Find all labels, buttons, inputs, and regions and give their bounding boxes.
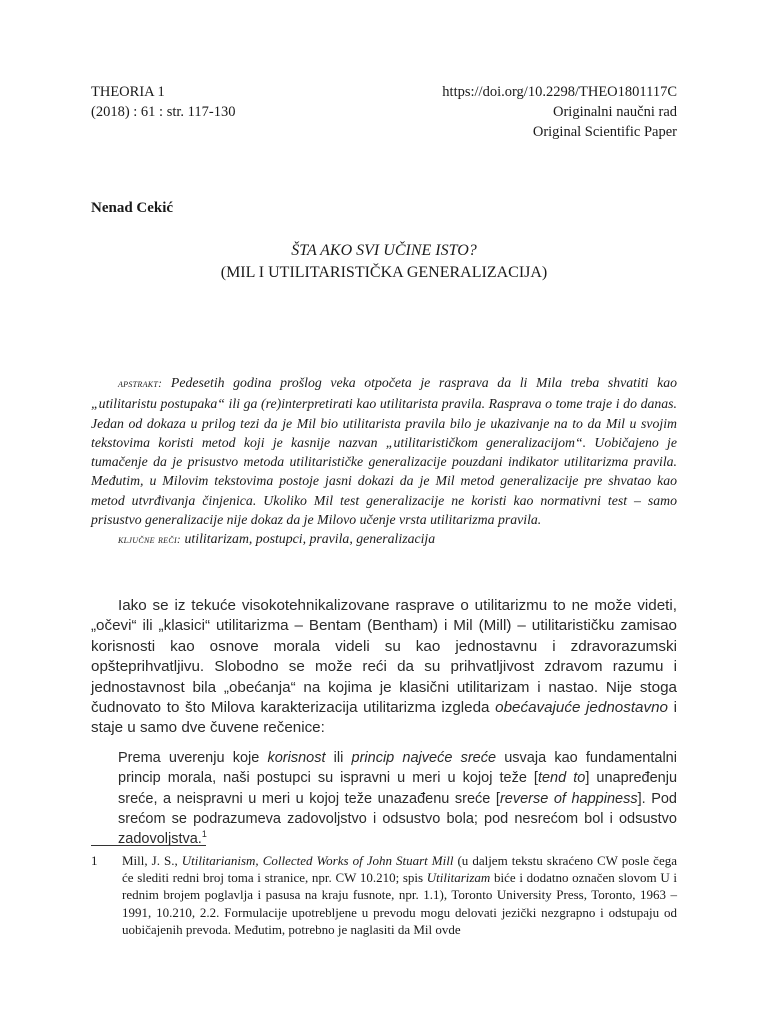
paragraph-1-part-a: Iako se iz tekuće visokotehnikalizovane rasprave o utilitarizmu to ne može videti, „očevi“ ili „klasici“ utilitarizma – Bentam (Bentham) i Mil (Mill) – utilitarističku zamisao korisnosti kao osnove morala videli su kao jednostavnu i zdravorazumski opšteprihvatljivu. Slobodno se može reći da su prihvatljivost zdravom razumu i jednostavnost bila „obećanja“ na kojima je klasični utilitarizam i nastao. Nije stoga čudnovato to što Milova karakterizacija utilitarizma izgleda	[91, 597, 677, 717]
footnote-divider	[91, 845, 206, 846]
footnote-em-1: Utilitarianism, Collected Works of John Stuart Mill	[181, 853, 454, 868]
footnote-ref[interactable]: 1	[201, 829, 207, 840]
doi-header	[442, 82, 677, 142]
quote-part-b: ili	[325, 750, 352, 766]
quote-part-c: usvaja kao fundamentalni princip morala, naši postupci su ispravni u meri u kojoj teže [	[118, 750, 677, 787]
author-name: Nenad Cekić	[91, 200, 174, 216]
quote-em-3: tend to	[537, 770, 586, 787]
quote-part-a: Prema uverenju koje	[118, 750, 268, 766]
journal-name: THEORIA 1	[91, 84, 165, 100]
paper-type-en: Original Scientific Paper	[532, 124, 677, 140]
title-line-1: ŠTA AKO SVI UČINE ISTO?	[291, 242, 477, 259]
quote-part-e: ]. Pod srećom se podrazumeva zadovoljstvo i odsustvo bola; pod nesrećom bol i odsustvo zadovoljstva.	[118, 790, 677, 848]
volume-info: (2018) : 61 : str. 117-130	[91, 104, 236, 120]
footnote-number: 1	[91, 853, 98, 868]
keywords-label: ključne reči:	[118, 534, 182, 547]
keywords	[91, 529, 677, 550]
quote-em-4: reverse of happiness	[499, 790, 638, 807]
footnote-part-b: (u daljem tekstu skraćeno CW posle čega će slediti redni broj toma i stranice, npr. CW 10.210; spis	[122, 853, 677, 886]
paragraph-1	[91, 596, 677, 739]
title-line-2: (MIL I UTILITARISTIČKA GENERALIZACIJA)	[220, 264, 548, 281]
journal-header	[91, 82, 235, 122]
paragraph-1-emphasis: obećavajuće jednostavno	[495, 699, 668, 717]
quote-em-2: princip najveće sreće	[351, 750, 497, 766]
doi-link[interactable]: https://doi.org/10.2298/THEO1801117C	[442, 84, 677, 100]
quote-text	[118, 748, 677, 849]
abstract-text	[91, 373, 677, 529]
keywords-list: utilitarizam, postupci, pravila, generalizacija	[184, 531, 436, 547]
paragraph-1-part-b: i staje u samo dve čuvene rečenice:	[91, 699, 677, 737]
paper-type-local: Originalni naučni rad	[552, 104, 677, 120]
block-quote	[118, 748, 677, 849]
footnote-part-a: Mill, J. S.,	[122, 853, 182, 868]
footnote-em-2: Utilitarizam	[426, 870, 491, 886]
abstract-body: Pedesetih godina prošlog veka otpočeta je rasprava da li Mila treba shvatiti kao „utilitaristu postupaka“ ili ga (re)interpretirati kao utilitarista pravila. Rasprava o tome traje i do danas. Jedan od dokaza u prilog tezi da je Mil bio utilitarista pravila bilo je ukazivanje na to da Mil u svojim tekstovima koristi metod koji je kasnije nazvan „utilitarističkom generalizacijom“. Uobičajeno je tumačenje da je prisustvo metoda utilitarističke generalizacije pouzdani indikator utilitarizma pravila. Međutim, u Milovim tekstovima postoje jasni dokazi da je Mil metod generalizacije pre shvatao kao metod utvrđivanja činjenica. Ukoliko Mil test generalizacije ne koristi kao normativni test – samo prisustvo generalizacije nije dokaz da je Milovo učenje vrsta utilitarizma pravila.	[91, 375, 677, 528]
quote-part-d: ] unapređenju sreće, a neispravni u meri u kojoj teže unazađenu sreće [	[118, 770, 678, 807]
footnote-text	[122, 852, 677, 938]
abstract-label: apstrakt:	[118, 378, 163, 390]
paper-title	[91, 240, 677, 284]
body-paragraph	[91, 596, 677, 739]
quote-em-1: korisnost	[267, 750, 326, 766]
footnote	[91, 852, 677, 938]
footnote-part-c: biće i dodatno označen slovom U i rednim brojem poglavlja i pasusa na kraju fusnote, npr. 1.1), Toronto University Press, Toronto, 1963 – 1991, 10.210, 2.2. Formulacije upotrebljene u prevodu mogu delovati jezički nezgrapno i odstupaju od uobičajenih prevoda. Međutim, potrebno je naglasiti da Mil ovde	[122, 870, 678, 937]
abstract	[91, 373, 677, 551]
